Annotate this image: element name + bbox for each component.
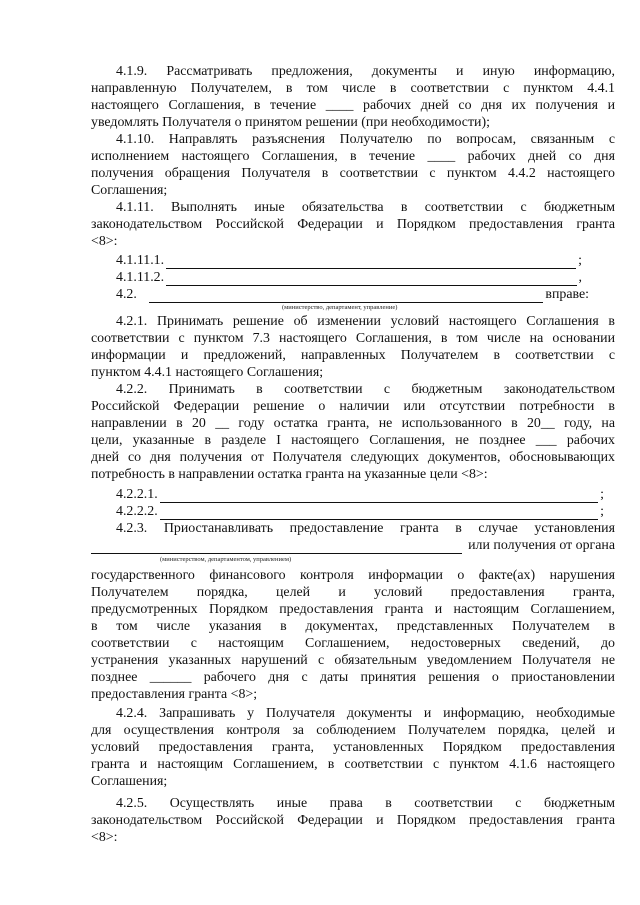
paragraph-4-2-4-line: для осуществления контроля за соблюдением Получателем порядка, целей и <box>91 723 615 738</box>
item-end-punct: ; <box>600 504 604 519</box>
item-4-2-2-2 <box>116 503 604 520</box>
paragraph-4-2-1-line: 4.2.1. Принимать решение об изменении условий настоящего Соглашения в <box>116 314 615 329</box>
paragraph-4-1-10-line: исполнением настоящего Соглашения, в течение ____ рабочих дней со дня <box>91 149 615 164</box>
paragraph-4-2-4-line: условий предоставления гранта, установленных Порядком предоставления <box>91 740 615 755</box>
paragraph-4-2-3-line: соответствии с настоящим Соглашением, недостоверных сведений, до <box>91 636 615 651</box>
paragraph-4-1-9-line: уведомлять Получателя о принятом решении (при необходимости); <box>91 115 490 130</box>
paragraph-4-2-2-line: потребность в направлении остатка гранта на указанные цели <8>: <box>91 467 488 482</box>
paragraph-4-1-11-line: <8>: <box>91 234 118 249</box>
paragraph-4-2-4-line: Соглашения; <box>91 774 168 789</box>
item-label: 4.2.2.1. <box>116 487 158 502</box>
paragraph-4-2-2-line: цели, указанные в разделе I настоящего Соглашения, не позднее ___ рабочих <box>91 433 615 448</box>
item-4-1-11-1 <box>116 252 582 269</box>
paragraph-4-2-4-line: 4.2.4. Запрашивать у Получателя документы и информацию, необходимые <box>116 706 615 721</box>
paragraph-4-2-1-line: пунктом 4.4.1 настоящего Соглашения; <box>91 365 324 380</box>
paragraph-4-2-4-line: гранта и настоящим Соглашением, в соответствии с пунктом 4.1.6 настоящего <box>91 757 615 772</box>
item-label: 4.2.2.2. <box>116 504 158 519</box>
paragraph-4-2-3-line-end: или получения от органа <box>468 538 615 553</box>
item-label: 4.1.11.1. <box>116 253 165 268</box>
paragraph-4-1-9-line: 4.1.9. Рассматривать предложения, документы и иную информацию, <box>116 64 615 79</box>
paragraph-4-1-10-line: Соглашения; <box>91 183 168 198</box>
paragraph-4-1-11-line: 4.1.11. Выполнять иные обязательства в соответствии с бюджетным <box>116 200 615 215</box>
paragraph-4-2-3-line: позднее ______ рабочего дня с даты принятия решения о приостановлении <box>91 670 615 685</box>
item-end-punct: ; <box>600 487 604 502</box>
item-end-text: вправе: <box>545 287 589 302</box>
blank-line <box>160 489 598 503</box>
item-4-2-2-1 <box>116 486 604 503</box>
paragraph-4-2-2-line: 4.2.2. Принимать в соответствии с бюджетным законодательством <box>116 382 615 397</box>
paragraph-4-2-3-line: государственного финансового контроля информации о факте(ах) нарушения <box>91 568 615 583</box>
hint-ministry-instrumental: (министерством, департаментом, управлением) <box>160 556 292 563</box>
item-4-1-11-2 <box>116 269 582 286</box>
paragraph-4-1-9-line: настоящего Соглашения, в течение ____ рабочих дней со дня их получения и <box>91 98 615 113</box>
blank-line <box>160 506 598 520</box>
paragraph-4-2-5-line: <8>: <box>91 830 118 845</box>
hint-ministry: (министерство, департамент, управление) <box>282 304 398 311</box>
paragraph-4-2-5-line: законодательством Российской Федерации и Порядком предоставления гранта <box>91 813 615 828</box>
paragraph-4-2-2-line: Российской Федерации решение о наличии или отсутствии потребности в <box>91 399 615 414</box>
item-end-punct: , <box>578 270 582 285</box>
paragraph-4-2-2-line: направлении в 20 __ году остатка гранта, не использованного в 20__ году, на <box>91 416 615 431</box>
paragraph-4-2-3-line: 4.2.3. Приостанавливать предоставление гранта в случае установления <box>116 521 615 536</box>
paragraph-4-2-1-line: соответствии с пунктом 7.3 настоящего Соглашения, в том числе на основании <box>91 331 615 346</box>
paragraph-4-1-10-line: 4.1.10. Направлять разъяснения Получателю по вопросам, связанным с <box>116 132 615 147</box>
paragraph-4-2-3-line: устранения указанных нарушений с обязательным уведомлением Получателя не <box>91 653 615 668</box>
paragraph-4-2-2-line: дней со дня получения от Получателя следующих документов, обосновывающих <box>91 450 615 465</box>
blank-line <box>91 540 462 554</box>
item-label: 4.2. <box>116 287 137 302</box>
paragraph-4-2-3-line: предусмотренных Порядком предоставления гранта и настоящим Соглашением, <box>91 602 615 617</box>
blank-line <box>166 272 576 286</box>
blank-line <box>166 255 576 269</box>
item-4-2 <box>116 286 589 303</box>
blank-line <box>149 289 544 303</box>
paragraph-4-2-3-line: в том числе указания в документах, представленных Получателем в <box>91 619 615 634</box>
paragraph-4-2-5-line: 4.2.5. Осуществлять иные права в соответствии с бюджетным <box>116 796 615 811</box>
paragraph-4-1-10-line: получения обращения Получателя в соответствии с пунктом 4.4.2 настоящего <box>91 166 615 181</box>
item-end-punct: ; <box>578 253 582 268</box>
paragraph-4-1-9-line: направленную Получателем, в том числе в соответствии с пунктом 4.4.1 <box>91 81 615 96</box>
paragraph-4-1-11-line: законодательством Российской Федерации и Порядком предоставления гранта <box>91 217 615 232</box>
paragraph-4-2-3-line: предоставления гранта <8>; <box>91 687 258 702</box>
paragraph-4-2-3-blank-line <box>91 537 615 554</box>
item-label: 4.1.11.2. <box>116 270 165 285</box>
paragraph-4-2-1-line: информации и предложений, направленных Получателем в соответствии с <box>91 348 615 363</box>
paragraph-4-2-3-line: Получателем порядка, целей и условий предоставления гранта, <box>91 585 615 600</box>
